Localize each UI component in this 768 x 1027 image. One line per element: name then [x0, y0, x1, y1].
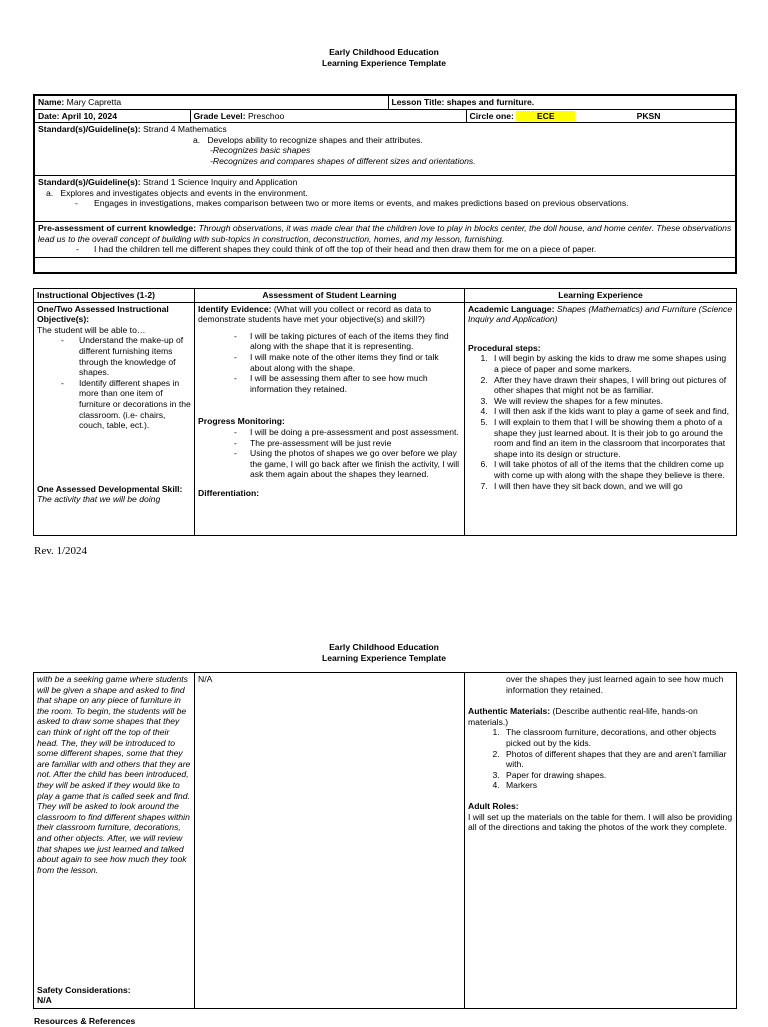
date-value: April 10, 2024 — [59, 110, 117, 121]
standard2-item-text: Explores and investigates objects and events in the environment. — [60, 187, 308, 198]
dev-skill-heading: One Assessed Developmental Skill: — [37, 483, 183, 494]
standard1-value: Strand 4 Mathematics — [140, 124, 227, 135]
objectives-list — [37, 335, 191, 430]
objectives-heading: One/Two Assessed Instructional Objective(s): — [37, 303, 169, 325]
standard1-item — [38, 135, 732, 146]
standard1-item-text: Develops ability to recognize shapes and their attributes. — [207, 134, 423, 145]
academic-language-text: Shapes (Mathematics) and Furniture (Science Inquiry and Application) — [468, 303, 733, 325]
lesson-title-label: Lesson Title: — [391, 97, 445, 107]
procedural-step: 7. I will then have they sit back down, and we will go — [490, 481, 733, 492]
standard2-item-marker: a. — [46, 187, 54, 198]
materials-list — [468, 727, 733, 791]
progress-list — [198, 427, 461, 480]
procedural-step: 4. I will then ask if the kids want to play a game of seek and find, — [490, 406, 733, 417]
standard1-item-marker: a. — [193, 134, 201, 145]
procedural-step: 1. I will begin by asking the kids to draw me some shapes using a piece of paper and some markers. — [490, 353, 733, 374]
evidence-item: - I will make note of the other items they find or talk about along with the shape. — [224, 352, 461, 373]
empty-row — [34, 258, 736, 273]
info-table — [33, 94, 737, 274]
standard2-sub1: - Engages in investigations, makes comparison between two or more items or events, and makes predictions based on previous observations. — [75, 198, 629, 209]
objective-item: - Understand the make-up of different furnishing items through the knowledge of shapes. — [51, 335, 191, 377]
evidence-list — [198, 331, 461, 395]
standard2-item — [38, 188, 732, 199]
evidence-item: - I will be assessing them after to see how much information they retained. — [224, 373, 461, 394]
material-item: 2. Photos of different shapes that they are and aren’t familiar with. — [502, 749, 733, 770]
material-item: 3. Paper for drawing shapes. — [502, 770, 733, 781]
progress-item: - I will be doing a pre-assessment and post assessment. — [224, 427, 461, 438]
doc-title-line1: Early Childhood Education — [329, 642, 439, 652]
lesson-title-cell — [388, 95, 736, 109]
objective-item: - Identify different shapes in more than one item of furniture or decorations in the classroom. (i.e- chairs, couch, table, ect.). — [51, 378, 191, 431]
evidence-item: - I will be taking pictures of each of the items they find along with the shape that it is representing. — [224, 331, 461, 352]
safety-heading: Safety Considerations: — [37, 984, 131, 995]
col-head-objectives: Instructional Objectives (1-2) — [34, 289, 195, 303]
date-label: Date: — [38, 110, 60, 121]
circle-cell — [466, 109, 736, 123]
adult-roles-text: I will set up the materials on the table for them. I will also be providing all of the directions and taking the photos of the work they complete. — [468, 811, 733, 833]
standard1-label: Standard(s)/Guideline(s): — [38, 124, 141, 135]
experience-cell-cont — [465, 673, 737, 1009]
col-head-experience: Learning Experience — [465, 289, 737, 303]
procedural-step: 5. I will explain to them that I will be showing them a photo of a shape they just learned about. It is their job to go around the room and find an item in the classroom that incorporates that shape into its design or structure. — [490, 417, 733, 459]
name-label: Name: — [38, 97, 65, 107]
col-head-assessment: Assessment of Student Learning — [195, 289, 465, 303]
assessment-cell — [195, 302, 465, 535]
standard2-sub1-text: Engages in investigations, makes comparison between two or more items or events, and makes predictions based on previous observations. — [94, 198, 629, 209]
standard2-value: Strand 1 Science Inquiry and Application — [140, 177, 298, 188]
circle-label: Circle one: — [469, 110, 514, 121]
progress-label: Progress Monitoring: — [198, 416, 285, 427]
objectives-intro: The student will be able to… — [37, 324, 146, 335]
procedural-steps — [468, 353, 733, 491]
revision-note: Rev. 1/2024 — [34, 545, 88, 557]
differentiation-label: Differentiation: — [198, 487, 260, 498]
material-item: 4. Markers — [502, 780, 733, 791]
procedural-step: 3. We will review the shapes for a few minutes. — [490, 396, 733, 407]
dev-skill-text-cont: with be a seeking game where students will be given a shape and asked to find that shape on any piece of furniture in the room. To begin, the students will be asked to draw some shapes that they can think of right off the top of their head. The, they will be introduced to some different shapes, some that they are familiar with and others that they are not. After the child has been introduced, they will be asked if they would like to play a game that is called seek and find. They will be asked to look around the classroom to find different shapes within their classroom furniture, decorations, and other objects. After, we will review that shapes we just learned and talked about again to see how much they took from the lesson. — [37, 674, 191, 875]
date-cell — [34, 109, 190, 123]
circle-pksn: PKSN — [636, 110, 661, 121]
experience-cell — [465, 302, 737, 535]
material-item: 1. The classroom furniture, decorations, and other objects picked out by the kids. — [502, 727, 733, 748]
preassessment-bullet: - I had the children tell me different shapes they could think of off the top of their head and then draw them for me on a piece of paper. — [76, 244, 597, 255]
procedural-step: 2. After they have drawn their shapes, I will bring out pictures of other shapes that might not be as familiar. — [490, 375, 733, 396]
standard1-sub2: -Recognizes and compares shapes of different sizes and orientations. — [210, 155, 476, 166]
standard1-sub1: -Recognizes basic shapes — [210, 145, 311, 156]
preassessment-cell — [34, 222, 736, 258]
grade-value: Preschoo — [245, 110, 285, 121]
differentiation-value: N/A — [198, 674, 213, 684]
preassessment-bullet-text: I had the children tell me different shapes they could think of off the top of their head and then draw them for me on a piece of paper. — [94, 244, 597, 255]
progress-item: - The pre-assessment will be just revie — [224, 438, 461, 449]
grade-label: Grade Level: — [193, 110, 246, 121]
academic-language-label: Academic Language: — [468, 303, 555, 314]
procedural-label: Procedural steps: — [468, 342, 541, 353]
lesson-table-page1 — [33, 288, 737, 536]
lesson-title-value: shapes and furniture. — [444, 97, 535, 107]
preassessment-text: Through observations, it was made clear that the children love to play in blocks center, the doll house, and home center. These observations lead us to the overall concept of building with sub-topics in construction, deconstruction, homes, and my lesson, furnishing. — [38, 223, 732, 244]
name-cell — [34, 95, 388, 109]
grade-cell — [190, 109, 466, 123]
assessment-cell-cont — [195, 673, 465, 1009]
dev-skill-text: The activity that we will be doing — [37, 494, 161, 505]
page-2 — [0, 600, 768, 1024]
lesson-table-page2 — [33, 672, 737, 1009]
objectives-cell — [34, 302, 195, 535]
progress-item: - Using the photos of shapes we go over before we play the game, I will go back after we finish the activity, I will ask them again about the shapes they learned. — [224, 448, 461, 480]
doc-title-line2: Learning Experience Template — [321, 58, 446, 68]
standard1-cell — [34, 123, 736, 176]
circle-ece: ECE — [516, 111, 575, 122]
name-value: Mary Capretta — [64, 97, 122, 107]
doc-title-line1: Early Childhood Education — [329, 47, 439, 57]
evidence-label: Identify Evidence: — [198, 303, 272, 314]
doc-title-line2: Learning Experience Template — [321, 653, 446, 663]
materials-text: (Describe authentic real-life, hands-on materials.) — [468, 706, 698, 727]
adult-roles-label: Adult Roles: — [468, 800, 519, 811]
standard2-label: Standard(s)/Guideline(s): — [38, 177, 141, 188]
next-section-heading: Resources & References — [34, 1016, 136, 1026]
procedural-step: 6. I will take photos of all of the items that the children come up with come up with along with the shape they believe is there. — [490, 459, 733, 480]
safety-block — [37, 985, 131, 1006]
materials-label: Authentic Materials: — [468, 706, 551, 717]
objectives-cell-cont — [34, 673, 195, 1009]
evidence-text: (What will you collect or record as data to demonstrate students have met your objective(s) and skill?) — [198, 303, 432, 325]
preassessment-label: Pre-assessment of current knowledge: — [38, 223, 197, 234]
safety-value: N/A — [37, 995, 52, 1006]
procedural-step-cont: over the shapes they just learned again to see how much information they retained. — [506, 674, 724, 695]
standard2-cell — [34, 176, 736, 222]
